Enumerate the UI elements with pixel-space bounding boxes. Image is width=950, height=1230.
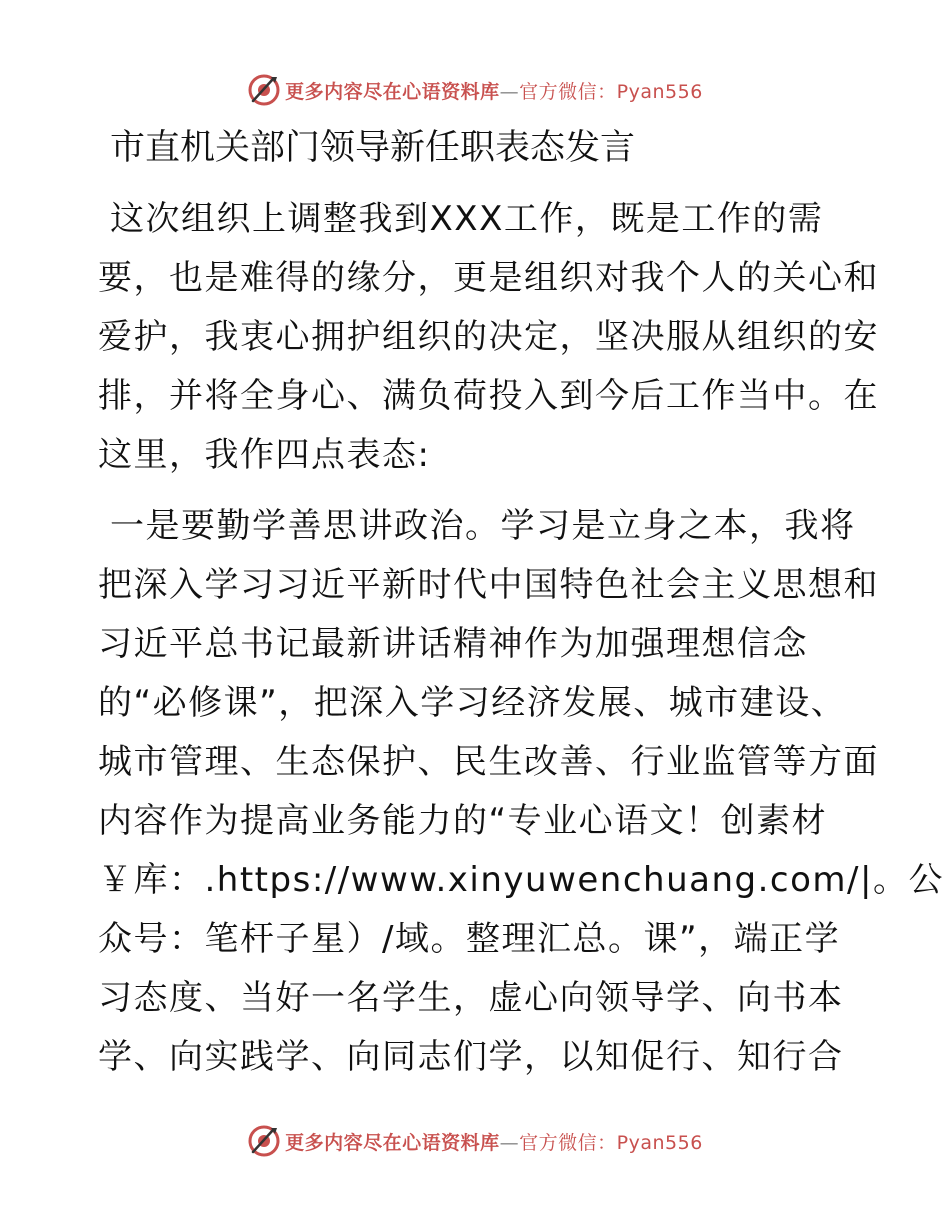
paragraph-1-line-4: 排，并将全身心、满负荷投入到今后工作当中。在 — [98, 376, 879, 416]
paragraph-2-line-9: 习态度、当好一名学生，虚心向领导学、向书本 — [98, 978, 844, 1018]
paragraph-1-line-1: 这次组织上调整我到XXX工作，既是工作的需 — [110, 199, 824, 239]
paragraph-1-line-3: 爱护，我衷心拥护组织的决定，坚决服从组织的安 — [98, 317, 879, 357]
watermark-separator: — — [499, 1131, 520, 1154]
paragraph-2-line-6: 内容作为提高业务能力的“专业心语文！创素材 — [98, 801, 828, 841]
watermark-separator: — — [499, 80, 520, 103]
paragraph-1-line-5: 这里，我作四点表态: — [98, 435, 431, 475]
paragraph-2-line-10: 学、向实践学、向同志们学，以知促行、知行合 — [98, 1037, 844, 1077]
paragraph-2-line-2: 把深入学习习近平新时代中国特色社会主义思想和 — [98, 565, 879, 605]
footer-watermark — [0, 1121, 950, 1161]
watermark-text: 更多内容尽在心语资料库 — [285, 80, 500, 103]
paragraph-2-line-8: 众号：笔杆子星）/域。整理汇总。课”，端正学 — [98, 919, 841, 959]
header-watermark — [0, 70, 950, 110]
paragraph-2-line-5: 城市管理、生态保护、民生改善、行业监管等方面 — [98, 742, 879, 782]
watermark-text: 更多内容尽在心语资料库 — [285, 1131, 500, 1154]
paragraph-2-line-7: ￥库：.https://www.xinyuwenchuang.com/|。公 — [98, 860, 944, 900]
brand-logo-icon — [247, 73, 281, 107]
document-title: 市直机关部门领导新任职表态发言 — [110, 128, 636, 168]
watermark-account: 官方微信：Pyan556 — [519, 80, 703, 103]
paragraph-1-line-2: 要，也是难得的缘分，更是组织对我个人的关心和 — [98, 258, 879, 298]
watermark-account: 官方微信：Pyan556 — [519, 1131, 703, 1154]
paragraph-2-line-4: 的“必修课”，把深入学习经济发展、城市建设、 — [98, 683, 847, 723]
brand-logo-icon — [247, 1124, 281, 1158]
paragraph-2-line-1: 一是要勤学善思讲政治。学习是立身之本，我将 — [110, 506, 856, 546]
paragraph-2-line-3: 习近平总书记最新讲话精神作为加强理想信念 — [98, 624, 808, 664]
